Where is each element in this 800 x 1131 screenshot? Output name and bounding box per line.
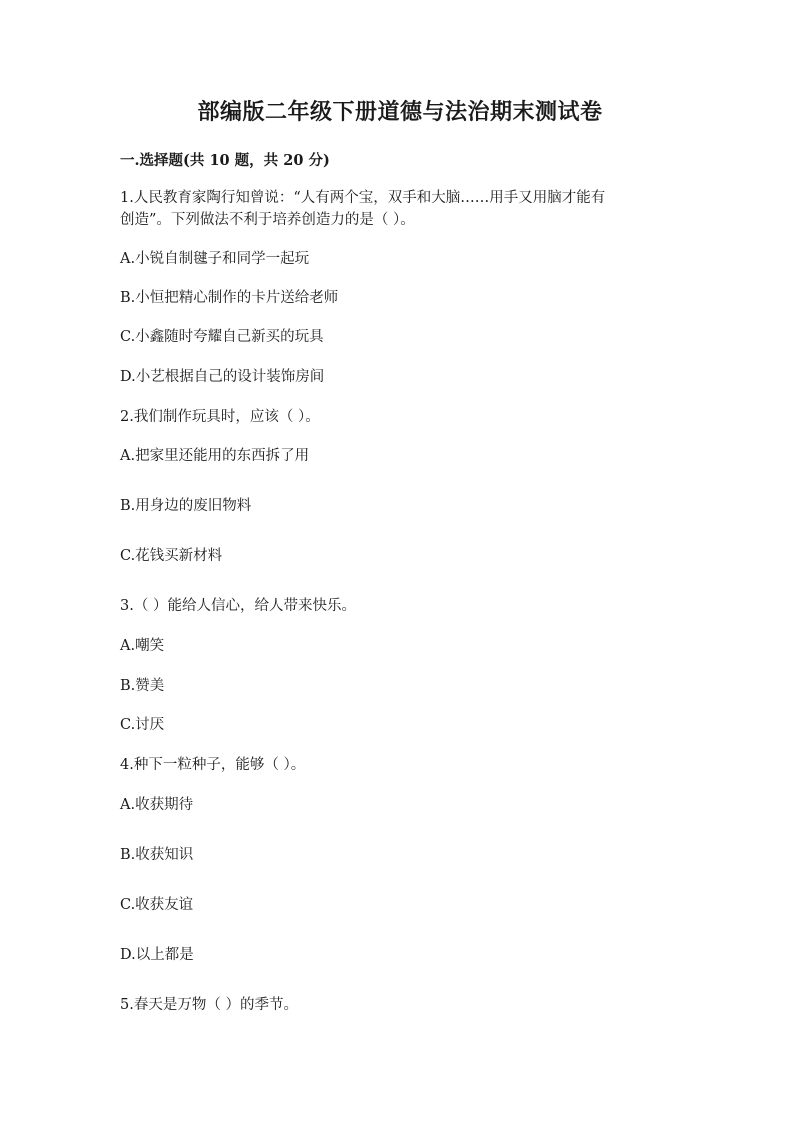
- question-4-stem: 4.种下一粒种子，能够（ ）。: [120, 757, 306, 773]
- question-3-option-c: C.讨厌: [120, 717, 165, 733]
- question-1-stem-line-2: 创造”。下列做法不利于培养创造力的是（ ）。: [120, 212, 415, 228]
- question-4-option-d: D.以上都是: [120, 947, 194, 963]
- question-2-option-c: C.花钱买新材料: [120, 548, 223, 564]
- question-1-option-a: A.小锐自制毽子和同学一起玩: [120, 251, 310, 267]
- question-4-option-b: B.收获知识: [120, 847, 194, 863]
- question-4-option-a: A.收获期待: [120, 797, 194, 813]
- question-1-stem-line-1: 1.人民教育家陶行知曾说：“人有两个宝，双手和大脑……用手又用脑才能有: [120, 190, 606, 206]
- question-1-option-b: B.小恒把精心制作的卡片送给老师: [120, 290, 339, 306]
- question-1-option-d: D.小艺根据自己的设计装饰房间: [120, 369, 325, 385]
- section-heading: 一.选择题(共 10 题，共 20 分): [120, 152, 330, 169]
- question-2-option-a: A.把家里还能用的东西拆了用: [120, 448, 310, 464]
- question-3-option-b: B.赞美: [120, 678, 165, 694]
- page-title: 部编版二年级下册道德与法治期末测试卷: [197, 99, 603, 125]
- question-2-option-b: B.用身边的废旧物料: [120, 498, 252, 514]
- question-1-option-c: C.小鑫随时夸耀自己新买的玩具: [120, 329, 324, 345]
- question-5-stem: 5.春天是万物（ ）的季节。: [120, 997, 298, 1013]
- question-3-stem: 3.（ ）能给人信心，给人带来快乐。: [120, 598, 356, 614]
- question-3-option-a: A.嘲笑: [120, 638, 165, 654]
- question-2-stem: 2.我们制作玩具时，应该（ ）。: [120, 409, 320, 425]
- question-4-option-c: C.收获友谊: [120, 897, 194, 913]
